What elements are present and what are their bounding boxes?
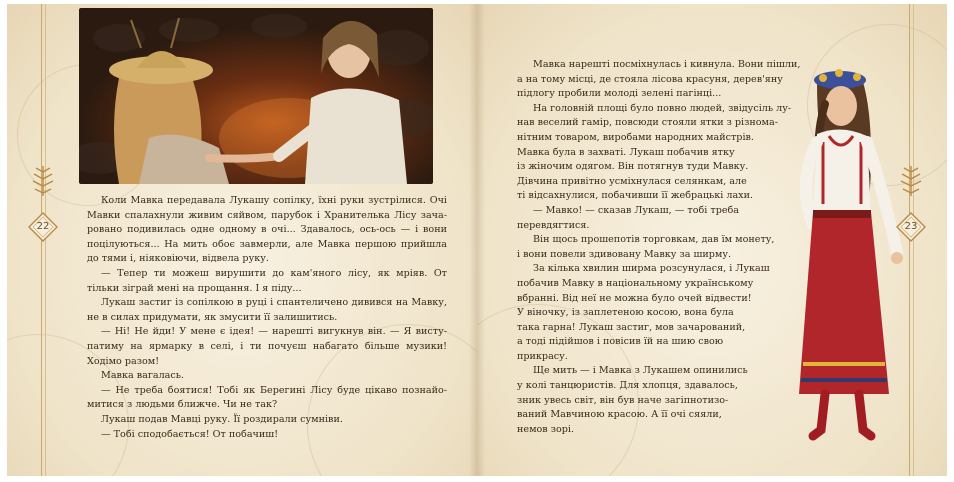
paragraph-line: немов зорі. <box>517 423 575 435</box>
paragraph-line: ваний Мавчиною красою. А її очі сяяли, <box>517 409 722 421</box>
page-number: 23 <box>904 221 918 232</box>
paragraph-line: — Тобі сподобається! От побачиш! <box>101 428 279 440</box>
paragraph-line: патиму на ярмарку в селі, і ти почуєш набагато більше музики! <box>87 340 447 352</box>
paragraph-line: поцілуються... На мить обоє завмерли, але Мавка першою прийшла <box>87 238 447 250</box>
paragraph-line: За кілька хвилин ширма розсунулася, і Лукаш <box>533 263 770 275</box>
paragraph-line: у колі танцюристів. Для хлопця, здавалось, <box>517 380 738 392</box>
paragraph-line: Мавка вагалась. <box>101 370 185 382</box>
paragraph-line: На головній площі було повно людей, звідусіль лу- <box>533 102 792 114</box>
paragraph-line: — Не треба боятися! Тобі як Берегині Лісу буде цікаво познайо- <box>101 384 447 396</box>
illustration-svg <box>79 8 433 184</box>
paragraph-line: — Мавко! — сказав Лукаш, — тобі треба <box>533 204 740 216</box>
folk-ornament-icon <box>28 164 58 198</box>
paragraph-line: Коли Мавка передавала Лукашу сопілку, їхні руки зустрілися. Очі <box>101 195 447 206</box>
paragraph-line: нав веселий гамір, повсюди стояли ятки з різнома- <box>517 117 778 129</box>
paragraph-line: прикрасу. <box>517 350 568 362</box>
left-page <box>7 4 477 476</box>
paragraph-line: Ходімо разом! <box>87 355 160 367</box>
right-page-text <box>517 58 801 437</box>
paragraph-line: а на тому місці, де стояла лісова красуня, дерев'яну <box>517 73 783 85</box>
paragraph-line: не в силах придумати, як змусити її залишитись. <box>87 311 338 323</box>
illustration-mavka-lukash <box>79 8 433 184</box>
paragraph-line: Мавки спалахнули живим сяйвом, парубок і Хранителька Лісу зача- <box>87 209 447 221</box>
paragraph-line: із жіночим одягом. Він потягнув туди Мавку. <box>517 161 749 173</box>
paragraph-line: підлогу пробили молоді зелені пагінці... <box>517 88 722 100</box>
paragraph-line: Мавка була в захваті. Лукаш побачив ятку <box>517 146 735 158</box>
paragraph-line: перевдягтися. <box>517 219 590 231</box>
paragraph-line: Лукаш подав Мавці руку. Її роздирали сумніви. <box>101 413 343 425</box>
paragraph-line: — Тепер ти можеш вирушити до кам'яного лісу, як мріяв. От <box>101 267 447 279</box>
paragraph-line: нітним товаром, виробами народних майстрів. <box>517 131 754 143</box>
paragraph-line: Мавка нарешті посміхнулась і кивнула. Вони пішли, <box>533 59 801 70</box>
paragraph-line: тільки зіграй мені на прощання. І я піду... <box>87 282 302 294</box>
paragraph-line: Він щось прошепотів торговкам, дав їм монету, <box>533 234 775 246</box>
paragraph-line: ровано подивилась одне одному в очі... Здавалось, ось-ось — і вони <box>87 224 447 236</box>
paragraph-line: ті відсахнулися, побачивши її жебрацькі лахи. <box>517 190 754 202</box>
paragraph-line: і вони повели здивовану Мавку за ширму. <box>517 248 732 260</box>
paragraph-line: до тями і, ніяковіючи, відвела руку. <box>87 253 269 265</box>
page-number: 22 <box>36 221 50 232</box>
mavka-character-illustration <box>777 64 907 444</box>
paragraph-line: митися з людьми ближче. Чи не так? <box>87 399 278 411</box>
paragraph-line: У віночку, із заплетеною косою, вона була <box>517 307 734 319</box>
paragraph-line: Ще мить — і Мавка з Лукашем опинились <box>533 365 748 377</box>
book-spread <box>7 4 947 476</box>
paragraph-line: зник увесь світ, він був наче загіпнотизо- <box>517 394 729 406</box>
book-gutter <box>469 4 485 476</box>
left-page-text <box>87 194 447 442</box>
paragraph-line: Дівчина привітно усміхнулася селянкам, але <box>517 175 747 187</box>
paragraph-line: вбранні. Від неї не можна було очей відвести! <box>517 292 752 304</box>
paragraph-line: — Ні! Не йди! У мене є ідея! — нарешті вигукнув він. — Я висту- <box>101 326 447 338</box>
paragraph-line: а тоді підійшов і повісив їй на шию свою <box>517 336 724 348</box>
page-number-badge-left <box>28 212 58 242</box>
paragraph-line: побачив Мавку в національному українському <box>517 277 754 289</box>
folk-ornament-icon <box>896 164 926 198</box>
paragraph-line: Лукаш застиг із сопілкою в руці і спантеличено дивився на Мавку, <box>101 297 447 309</box>
page-number-badge-right <box>896 212 926 242</box>
paragraph-line: така гарна! Лукаш застиг, мов зачарований, <box>517 321 746 333</box>
